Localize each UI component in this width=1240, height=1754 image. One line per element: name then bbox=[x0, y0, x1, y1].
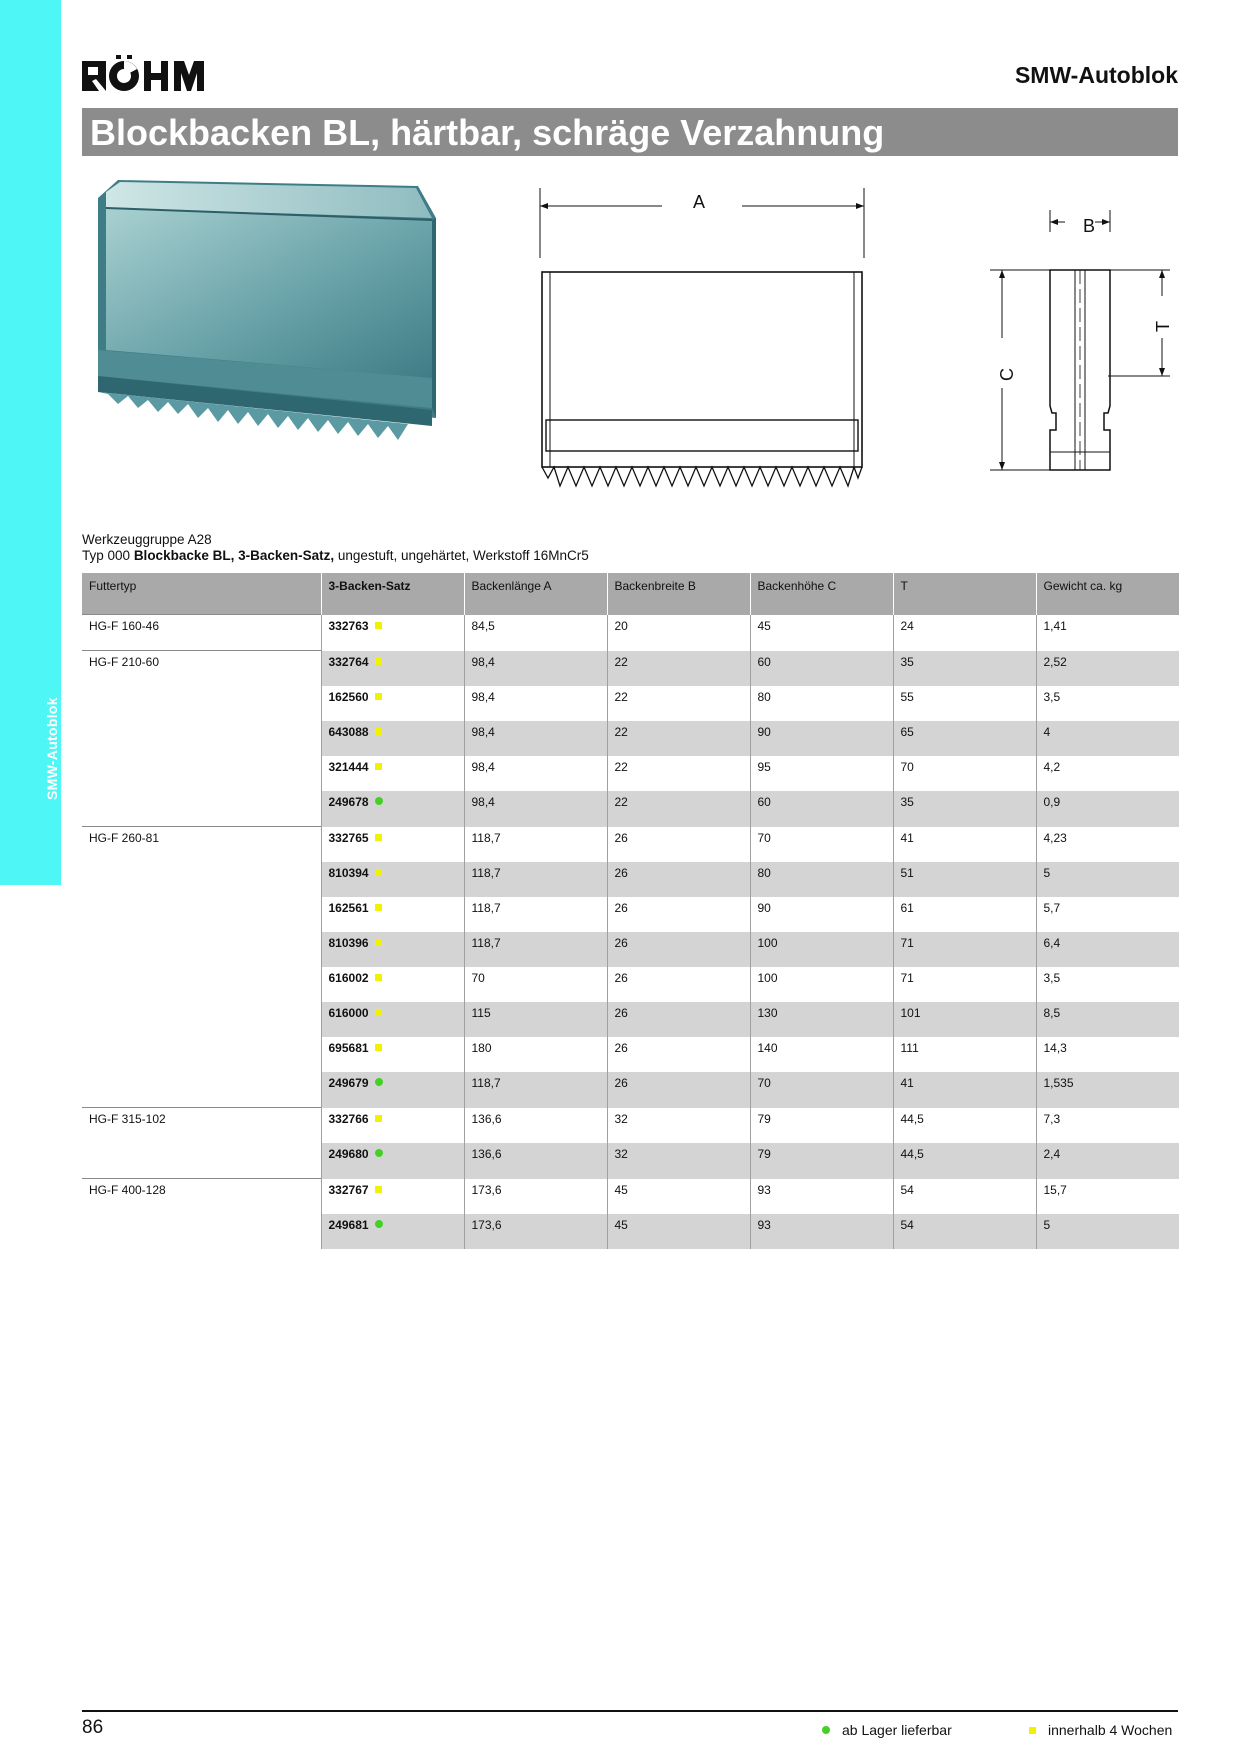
stock-dot-icon bbox=[375, 1149, 383, 1157]
table-row bbox=[82, 1108, 1179, 1144]
cell-chuck-type: HG-F 210-60 bbox=[82, 651, 321, 687]
cell-t: 35 bbox=[893, 651, 1036, 687]
cell-article-number bbox=[321, 1002, 464, 1037]
cell-height: 80 bbox=[750, 862, 893, 897]
cell-width: 26 bbox=[607, 827, 750, 863]
cell-width: 22 bbox=[607, 721, 750, 756]
cell-article-number bbox=[321, 1214, 464, 1249]
cell-t: 35 bbox=[893, 791, 1036, 827]
col-header-t: T bbox=[893, 573, 1036, 615]
cell-chuck-type bbox=[82, 967, 321, 1002]
cell-width: 45 bbox=[607, 1179, 750, 1215]
cell-height: 95 bbox=[750, 756, 893, 791]
weeks-square-icon bbox=[375, 869, 382, 876]
cell-article-number bbox=[321, 651, 464, 687]
cell-article-number bbox=[321, 756, 464, 791]
legend-stock bbox=[822, 1722, 952, 1738]
dimension-a-label: A bbox=[693, 192, 706, 212]
cell-chuck-type bbox=[82, 791, 321, 827]
brand-title: SMW-Autoblok bbox=[1014, 62, 1178, 88]
roehm-logo bbox=[82, 55, 222, 95]
cell-chuck-type bbox=[82, 897, 321, 932]
col-header-set: 3-Backen-Satz bbox=[321, 573, 464, 615]
weeks-square-icon bbox=[375, 904, 382, 911]
col-header-height: Backenhöhe C bbox=[750, 573, 893, 615]
page-title: Blockbacken BL, härtbar, schräge Verzahnung bbox=[90, 112, 885, 153]
cell-weight: 14,3 bbox=[1036, 1037, 1179, 1072]
front-view-drawing bbox=[532, 188, 872, 508]
article-number: 162560 bbox=[328, 690, 369, 704]
table-row bbox=[82, 756, 1179, 791]
cell-t: 41 bbox=[893, 827, 1036, 863]
cell-weight: 8,5 bbox=[1036, 1002, 1179, 1037]
cell-article-number bbox=[321, 967, 464, 1002]
table-row bbox=[82, 791, 1179, 827]
footer-rule bbox=[82, 1710, 1178, 1712]
weeks-square-icon bbox=[375, 658, 382, 665]
cell-t: 65 bbox=[893, 721, 1036, 756]
cell-width: 26 bbox=[607, 862, 750, 897]
col-header-width: Backenbreite B bbox=[607, 573, 750, 615]
cell-article-number bbox=[321, 897, 464, 932]
table-row bbox=[82, 721, 1179, 756]
article-number: 332766 bbox=[328, 1111, 369, 1126]
cell-article-number bbox=[321, 1108, 464, 1144]
weeks-square-icon bbox=[375, 974, 382, 981]
cell-height: 79 bbox=[750, 1143, 893, 1179]
weeks-square-icon bbox=[375, 693, 382, 700]
weeks-square-icon bbox=[375, 1115, 382, 1122]
cell-chuck-type bbox=[82, 862, 321, 897]
article-number: 810394 bbox=[328, 866, 369, 880]
cell-length: 180 bbox=[464, 1037, 607, 1072]
side-tab-label: SMW-Autoblok bbox=[44, 697, 60, 800]
article-number: 321444 bbox=[328, 760, 369, 774]
type-rest: ungestuft, ungehärtet, Werkstoff 16MnCr5 bbox=[337, 548, 589, 563]
cell-t: 71 bbox=[893, 967, 1036, 1002]
title-bar bbox=[82, 108, 1178, 156]
cell-height: 70 bbox=[750, 1072, 893, 1108]
cell-weight: 5 bbox=[1036, 862, 1179, 897]
weeks-square-icon bbox=[375, 1044, 382, 1051]
cell-height: 100 bbox=[750, 967, 893, 1002]
dimension-t-label: T bbox=[1153, 321, 1173, 332]
cell-t: 54 bbox=[893, 1179, 1036, 1215]
cell-article-number bbox=[321, 721, 464, 756]
cell-height: 79 bbox=[750, 1108, 893, 1144]
cell-article-number bbox=[321, 615, 464, 651]
cell-t: 44,5 bbox=[893, 1108, 1036, 1144]
cell-length: 136,6 bbox=[464, 1143, 607, 1179]
table-row bbox=[82, 827, 1179, 863]
stock-dot-icon bbox=[375, 797, 383, 805]
cell-chuck-type: HG-F 315-102 bbox=[82, 1108, 321, 1144]
cell-width: 32 bbox=[607, 1108, 750, 1144]
dimension-b-label: B bbox=[1083, 216, 1096, 236]
type-bold: Blockbacke BL, 3-Backen-Satz, bbox=[133, 548, 335, 563]
article-number: 249680 bbox=[328, 1147, 369, 1161]
cell-chuck-type bbox=[82, 1072, 321, 1108]
cell-chuck-type bbox=[82, 1143, 321, 1179]
stock-dot-icon bbox=[822, 1726, 830, 1734]
cell-article-number bbox=[321, 1037, 464, 1072]
cell-t: 111 bbox=[893, 1037, 1036, 1072]
cell-height: 100 bbox=[750, 932, 893, 967]
cell-t: 71 bbox=[893, 932, 1036, 967]
cell-article-number bbox=[321, 1179, 464, 1215]
table-row bbox=[82, 1002, 1179, 1037]
cell-width: 26 bbox=[607, 967, 750, 1002]
legend-weeks bbox=[1029, 1722, 1172, 1738]
type-prefix: Typ 000 bbox=[82, 548, 131, 563]
cell-chuck-type: HG-F 160-46 bbox=[82, 615, 321, 651]
cell-height: 90 bbox=[750, 721, 893, 756]
side-tab bbox=[0, 0, 61, 885]
cell-height: 140 bbox=[750, 1037, 893, 1072]
cell-length: 118,7 bbox=[464, 827, 607, 863]
article-number: 332764 bbox=[328, 654, 369, 669]
weeks-square-icon bbox=[375, 834, 382, 841]
cell-chuck-type bbox=[82, 932, 321, 967]
cell-article-number bbox=[321, 1072, 464, 1108]
cell-article-number bbox=[321, 862, 464, 897]
table-header-row bbox=[82, 573, 1179, 615]
type-description bbox=[82, 548, 589, 563]
cell-length: 98,4 bbox=[464, 686, 607, 721]
cell-height: 70 bbox=[750, 827, 893, 863]
cell-chuck-type bbox=[82, 686, 321, 721]
cell-length: 136,6 bbox=[464, 1108, 607, 1144]
article-number: 616002 bbox=[328, 971, 369, 985]
weeks-square-icon bbox=[1029, 1727, 1036, 1734]
cell-chuck-type bbox=[82, 1002, 321, 1037]
article-number: 332763 bbox=[328, 618, 369, 633]
table-row bbox=[82, 1214, 1179, 1249]
cell-weight: 2,52 bbox=[1036, 651, 1179, 687]
table-row bbox=[82, 651, 1179, 687]
tool-group: Werkzeuggruppe A28 bbox=[82, 532, 212, 547]
cell-chuck-type bbox=[82, 1214, 321, 1249]
cell-chuck-type bbox=[82, 1037, 321, 1072]
cell-length: 98,4 bbox=[464, 651, 607, 687]
cell-height: 130 bbox=[750, 1002, 893, 1037]
cell-chuck-type bbox=[82, 756, 321, 791]
table-row bbox=[82, 1179, 1179, 1215]
cell-weight: 2,4 bbox=[1036, 1143, 1179, 1179]
article-number: 616000 bbox=[328, 1006, 369, 1020]
cell-width: 20 bbox=[607, 615, 750, 651]
cell-length: 70 bbox=[464, 967, 607, 1002]
cell-length: 115 bbox=[464, 1002, 607, 1037]
cell-t: 51 bbox=[893, 862, 1036, 897]
cell-width: 26 bbox=[607, 897, 750, 932]
cell-length: 98,4 bbox=[464, 791, 607, 827]
cell-weight: 3,5 bbox=[1036, 686, 1179, 721]
cell-width: 45 bbox=[607, 1214, 750, 1249]
cell-weight: 4,2 bbox=[1036, 756, 1179, 791]
cell-article-number bbox=[321, 791, 464, 827]
cell-width: 26 bbox=[607, 1002, 750, 1037]
article-number: 162561 bbox=[328, 901, 369, 915]
col-header-length: Backenlänge A bbox=[464, 573, 607, 615]
table-row bbox=[82, 862, 1179, 897]
article-number: 332765 bbox=[328, 830, 369, 845]
stock-dot-icon bbox=[375, 1220, 383, 1228]
article-number: 249678 bbox=[328, 795, 369, 809]
weeks-square-icon bbox=[375, 622, 382, 629]
cell-width: 22 bbox=[607, 791, 750, 827]
cell-weight: 5,7 bbox=[1036, 897, 1179, 932]
weeks-square-icon bbox=[375, 939, 382, 946]
article-number: 810396 bbox=[328, 936, 369, 950]
cell-article-number bbox=[321, 932, 464, 967]
cell-height: 45 bbox=[750, 615, 893, 651]
cell-height: 93 bbox=[750, 1214, 893, 1249]
cell-t: 44,5 bbox=[893, 1143, 1036, 1179]
cell-weight: 3,5 bbox=[1036, 967, 1179, 1002]
cell-length: 98,4 bbox=[464, 756, 607, 791]
cell-weight: 6,4 bbox=[1036, 932, 1179, 967]
cell-length: 173,6 bbox=[464, 1214, 607, 1249]
article-number: 643088 bbox=[328, 725, 369, 739]
col-header-weight: Gewicht ca. kg bbox=[1036, 573, 1179, 615]
table-row bbox=[82, 1037, 1179, 1072]
cell-weight: 5 bbox=[1036, 1214, 1179, 1249]
side-view-drawing bbox=[990, 208, 1180, 488]
cell-article-number bbox=[321, 1143, 464, 1179]
cell-length: 118,7 bbox=[464, 897, 607, 932]
cell-weight: 1,41 bbox=[1036, 615, 1179, 651]
article-number: 249681 bbox=[328, 1218, 369, 1232]
cell-t: 61 bbox=[893, 897, 1036, 932]
cell-width: 26 bbox=[607, 1072, 750, 1108]
cell-t: 101 bbox=[893, 1002, 1036, 1037]
table-row bbox=[82, 967, 1179, 1002]
cell-width: 22 bbox=[607, 686, 750, 721]
cell-height: 60 bbox=[750, 791, 893, 827]
table-row bbox=[82, 1072, 1179, 1108]
cell-height: 60 bbox=[750, 651, 893, 687]
cell-height: 90 bbox=[750, 897, 893, 932]
cell-weight: 15,7 bbox=[1036, 1179, 1179, 1215]
cell-t: 41 bbox=[893, 1072, 1036, 1108]
stock-dot-icon bbox=[375, 1078, 383, 1086]
cell-article-number bbox=[321, 686, 464, 721]
page-number: 86 bbox=[82, 1717, 104, 1738]
table-row bbox=[82, 897, 1179, 932]
cell-length: 98,4 bbox=[464, 721, 607, 756]
cell-width: 26 bbox=[607, 1037, 750, 1072]
cell-length: 118,7 bbox=[464, 1072, 607, 1108]
cell-chuck-type: HG-F 400-128 bbox=[82, 1179, 321, 1215]
cell-weight: 1,535 bbox=[1036, 1072, 1179, 1108]
cell-chuck-type: HG-F 260-81 bbox=[82, 827, 321, 863]
cell-article-number bbox=[321, 827, 464, 863]
cell-width: 22 bbox=[607, 651, 750, 687]
cell-width: 32 bbox=[607, 1143, 750, 1179]
cell-height: 93 bbox=[750, 1179, 893, 1215]
col-header-chuck: Futtertyp bbox=[82, 573, 321, 615]
cell-length: 173,6 bbox=[464, 1179, 607, 1215]
dimension-c-label: C bbox=[997, 368, 1017, 381]
table-row bbox=[82, 686, 1179, 721]
cell-width: 22 bbox=[607, 756, 750, 791]
cell-weight: 0,9 bbox=[1036, 791, 1179, 827]
weeks-square-icon bbox=[375, 763, 382, 770]
table-row bbox=[82, 1143, 1179, 1179]
cell-t: 70 bbox=[893, 756, 1036, 791]
cell-t: 55 bbox=[893, 686, 1036, 721]
cell-width: 26 bbox=[607, 932, 750, 967]
table-row bbox=[82, 615, 1179, 651]
article-number: 332767 bbox=[328, 1182, 369, 1197]
cell-t: 54 bbox=[893, 1214, 1036, 1249]
cell-height: 80 bbox=[750, 686, 893, 721]
weeks-square-icon bbox=[375, 1009, 382, 1016]
cell-t: 24 bbox=[893, 615, 1036, 651]
cell-length: 84,5 bbox=[464, 615, 607, 651]
cell-weight: 4,23 bbox=[1036, 827, 1179, 863]
cell-length: 118,7 bbox=[464, 932, 607, 967]
cell-weight: 7,3 bbox=[1036, 1108, 1179, 1144]
legend-stock-label: ab Lager lieferbar bbox=[842, 1722, 952, 1738]
cell-length: 118,7 bbox=[464, 862, 607, 897]
jaw-spec-table bbox=[82, 573, 1179, 1249]
legend-weeks-label: innerhalb 4 Wochen bbox=[1048, 1722, 1173, 1738]
weeks-square-icon bbox=[375, 728, 382, 735]
article-number: 249679 bbox=[328, 1076, 369, 1090]
cell-chuck-type bbox=[82, 721, 321, 756]
cell-weight: 4 bbox=[1036, 721, 1179, 756]
article-number: 695681 bbox=[328, 1041, 369, 1055]
table-row bbox=[82, 932, 1179, 967]
jaw-photo bbox=[98, 178, 498, 508]
weeks-square-icon bbox=[375, 1186, 382, 1193]
